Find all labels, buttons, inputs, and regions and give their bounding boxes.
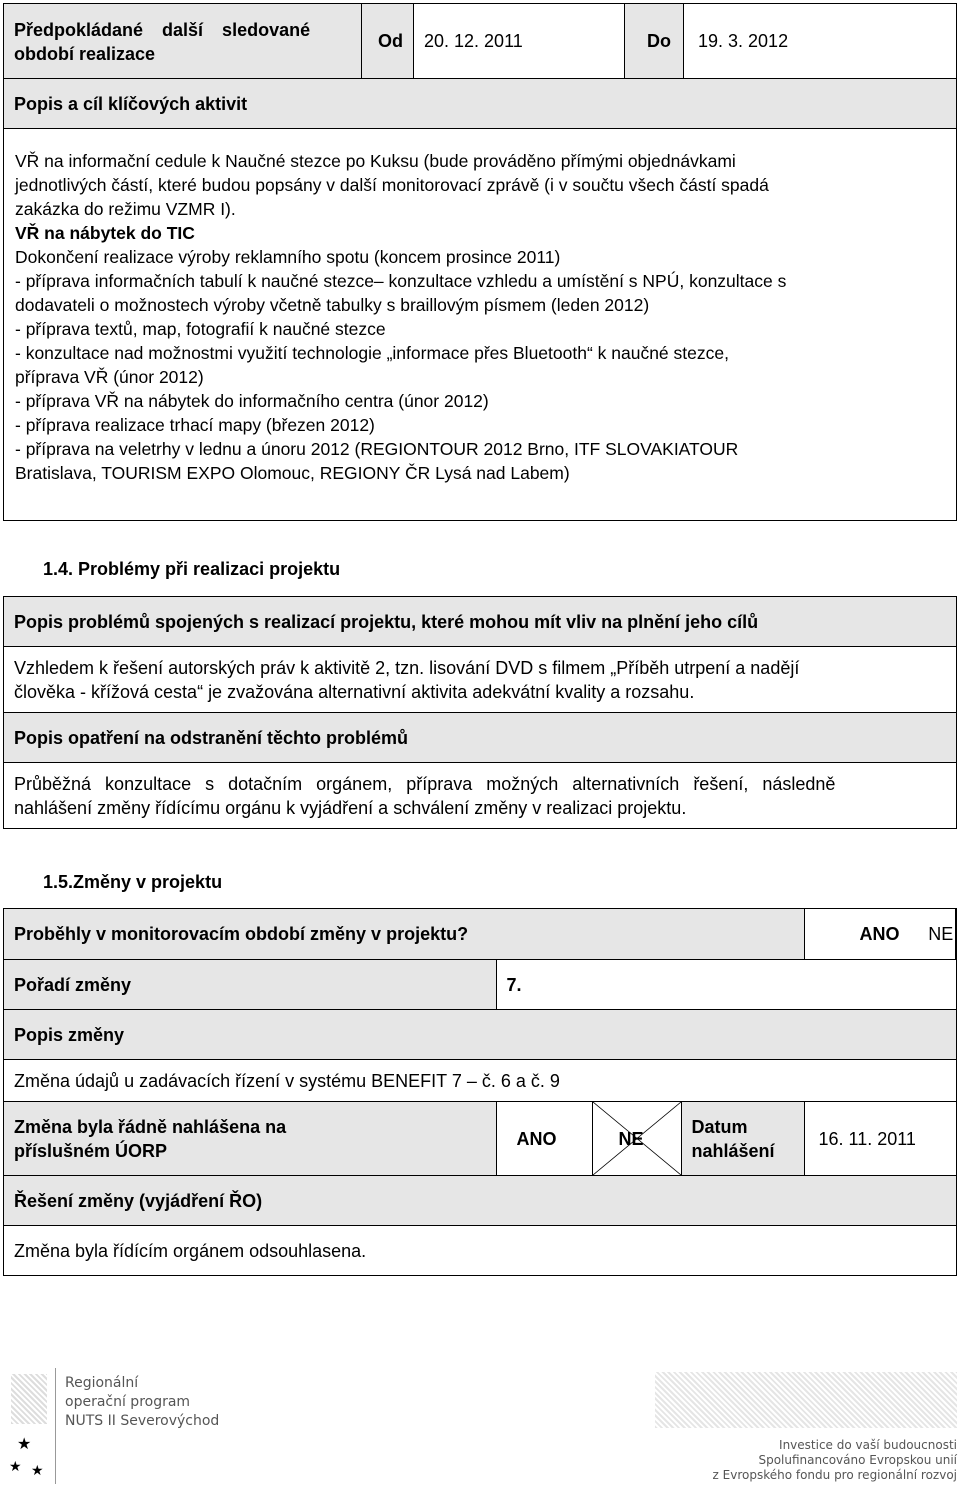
from-label: Od xyxy=(378,31,403,51)
activities-body-cell xyxy=(4,129,957,521)
logo-mark xyxy=(5,1368,56,1430)
reported-yes-cell xyxy=(496,1102,592,1176)
order-label-cell xyxy=(4,960,497,1010)
reported-no: NE xyxy=(618,1128,644,1149)
problems-section-title: 1.4. Problémy při realizaci projektu xyxy=(43,559,341,579)
reported-label-cell xyxy=(4,1102,497,1176)
activities-line: VŘ na informační cedule k Naučné stezce po Kuksu (bude prováděno přímými objednávkami xyxy=(15,151,736,171)
reported-no-cell xyxy=(592,1102,681,1176)
activities-line: Dokončení realizace výroby reklamního spotu (koncem prosince 2011) xyxy=(15,247,561,267)
activities-line: dodavateli o možnostech výroby včetně tabulky s braillovým písmem (leden 2012) xyxy=(15,295,650,315)
solution-heading-cell xyxy=(4,1176,957,1226)
problems-heading: Popis problémů spojených s realizací projektu, které mohou mít vliv na plnění jeho cílů xyxy=(14,611,759,632)
period-table xyxy=(3,3,957,521)
eu-flag-icon xyxy=(655,1372,957,1428)
from-value-cell xyxy=(414,4,625,79)
activities-line: - konzultace nad možnostmi využití technologie „informace přes Bluetooth“ k naučné stezce, xyxy=(15,343,729,363)
order-value-cell xyxy=(496,960,956,1010)
activities-line: Bratislava, TOURISM EXPO Olomouc, REGIONY ČR Lysá nad Labem) xyxy=(15,463,570,483)
measures-heading-cell xyxy=(4,713,957,763)
activities-line: jednotlivých částí, které budou popsány v další monitorovací zprávě (i v součtu všech částí spadá xyxy=(15,175,769,195)
logo-text-line: NUTS II Severovýchod xyxy=(65,1413,220,1429)
desc-text-cell xyxy=(4,1060,957,1102)
to-value: 19. 3. 2012 xyxy=(698,31,789,51)
solution-text: Změna byla řídícím orgánem odsouhlasena. xyxy=(14,1240,367,1261)
star-icon: ★ xyxy=(31,1462,44,1478)
date-label-line1: Datum xyxy=(691,1116,748,1137)
eu-text-line: z Evropského fondu pro regionální rozvoj xyxy=(712,1468,957,1482)
activities-line: - příprava VŘ na nábytek do informačního centra (únor 2012) xyxy=(15,391,489,411)
activities-heading-cell xyxy=(4,79,957,129)
to-value-cell xyxy=(684,4,957,79)
activities-line: - příprava textů, map, fotografií k naučné stezce xyxy=(15,319,386,339)
period-label-cell xyxy=(4,4,362,79)
activities-subheading: VŘ na nábytek do TIC xyxy=(15,223,195,243)
activities-line: zakázka do režimu VZMR I). xyxy=(15,199,236,219)
date-label-cell xyxy=(681,1102,804,1176)
reported-label-line2: příslušném ÚORP xyxy=(14,1140,168,1161)
activities-line: - příprava na veletrhy v lednu a únoru 2012 (REGIONTOUR 2012 Brno, ITF SLOVAKIATOUR xyxy=(15,439,739,459)
question-no-cell xyxy=(928,909,956,960)
solution-text-cell xyxy=(4,1226,957,1276)
eu-text-line: Investice do vaší budoucnosti xyxy=(779,1438,957,1452)
changes-table xyxy=(3,908,957,1276)
to-label: Do xyxy=(647,31,671,51)
measures-text-cell xyxy=(4,763,957,829)
activities-line: - příprava informačních tabulí k naučné stezce– konzultace vzhledu a umístění s NPÚ, konzultace s xyxy=(15,271,787,291)
measures-heading: Popis opatření na odstranění těchto problémů xyxy=(14,727,409,748)
question-yes: ANO xyxy=(859,923,900,944)
from-label-cell xyxy=(362,4,414,79)
to-label-cell xyxy=(625,4,684,79)
question-label: Proběhly v monitorovacím období změny v projektu? xyxy=(14,924,469,944)
measures-text-line: nahlášení změny řídícímu orgánu k vyjádření a schválení změny v realizaci projektu. xyxy=(14,798,687,818)
activities-line: - příprava realizace trhací mapy (březen 2012) xyxy=(15,415,375,435)
eu-logo xyxy=(655,1372,957,1484)
activities-heading: Popis a cíl klíčových aktivit xyxy=(14,93,248,114)
question-cell xyxy=(4,909,805,960)
order-label: Pořadí změny xyxy=(14,974,132,995)
period-label-line2: období realizace xyxy=(14,44,156,64)
activities-body xyxy=(4,129,956,485)
problems-table xyxy=(3,596,957,829)
order-value: 7. xyxy=(506,974,522,995)
logo-text-line: operační program xyxy=(65,1394,191,1410)
changes-section-title: 1.5.Změny v projektu xyxy=(43,872,223,892)
activities-line: příprava VŘ (únor 2012) xyxy=(15,367,204,387)
desc-text: Změna údajů u zadávacích řízení v systému BENEFIT 7 – č. 6 a č. 9 xyxy=(14,1070,560,1091)
logo-text-line: Regionální xyxy=(65,1375,139,1391)
reported-label-line1: Změna byla řádně nahlášena na xyxy=(14,1116,287,1137)
date-value-cell xyxy=(804,1102,956,1176)
date-value: 16. 11. 2011 xyxy=(818,1128,916,1149)
eu-text-line: Spolufinancováno Evropskou unií xyxy=(758,1453,957,1467)
reported-yes: ANO xyxy=(516,1128,557,1149)
from-value: 20. 12. 2011 xyxy=(424,31,523,51)
desc-heading: Popis změny xyxy=(14,1024,125,1045)
measures-text-line: Průběžná konzultace s dotačním orgánem, příprava možných alternativních řešení, následně xyxy=(14,774,836,794)
star-icon: ★ xyxy=(17,1436,32,1453)
problems-heading-cell xyxy=(4,597,957,647)
flag-mark xyxy=(5,1430,56,1484)
solution-heading: Řešení změny (vyjádření ŘO) xyxy=(14,1190,263,1211)
problems-text-line: člověka - křížová cesta“ je zvažována alternativní aktivita adekvátní kvality a rozsahu. xyxy=(14,682,695,702)
period-label-line1: Předpokládané další sledované xyxy=(14,20,311,40)
star-icon: ★ xyxy=(9,1458,22,1474)
regional-program-logo xyxy=(5,1368,245,1484)
problems-text-line: Vzhledem k řešení autorských práv k aktivitě 2, tzn. lisování DVD s filmem „Příběh utrpení a nadějí xyxy=(14,658,800,678)
problems-text-cell xyxy=(4,647,957,713)
question-no: NE xyxy=(928,923,954,944)
date-label-line2: nahlášení xyxy=(691,1140,775,1161)
desc-heading-cell xyxy=(4,1010,957,1060)
